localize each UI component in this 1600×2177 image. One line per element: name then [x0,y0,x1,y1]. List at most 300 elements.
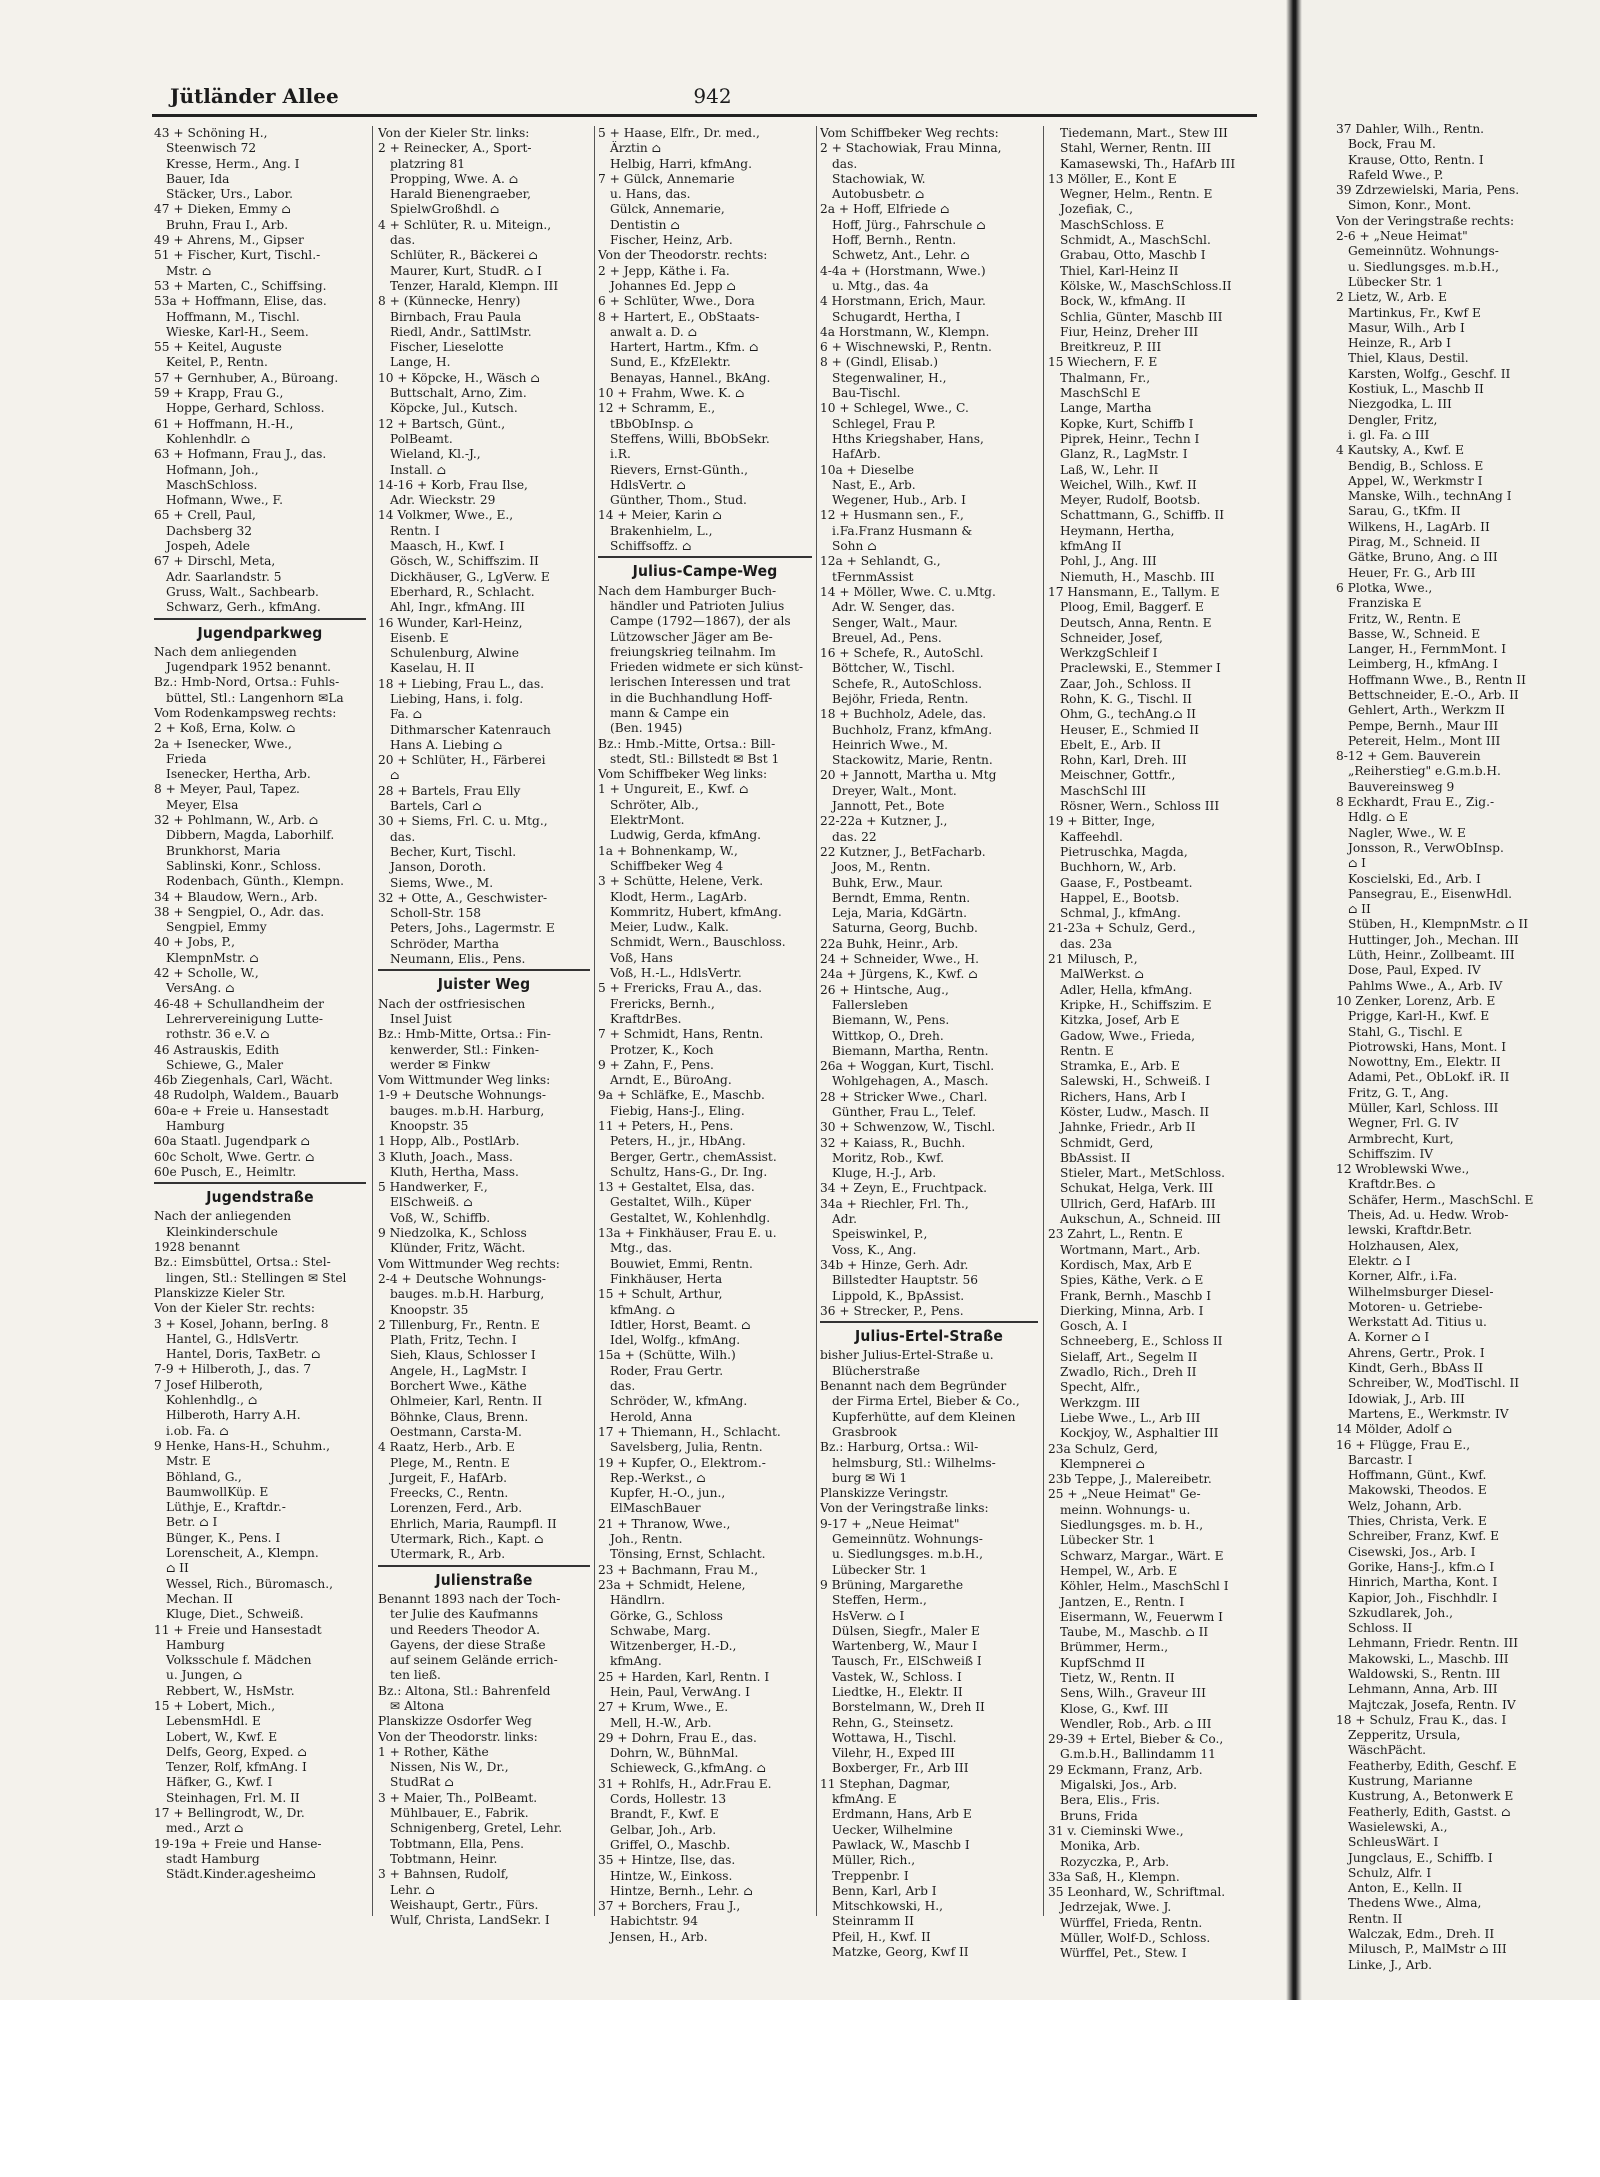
directory-line: Planskizze Kieler Str. [154,1285,286,1300]
directory-line: MaschSchl III [1060,783,1146,798]
directory-line: Jannott, Pet., Bote [832,799,945,814]
directory-line: Bock, W., kfmAng. II [1060,294,1186,309]
street-section-heading: Jugendstraße [206,1188,314,1207]
directory-line: Mell, H.-W., Arb. [610,1715,712,1730]
directory-line: Kupfer, H.-O., jun., [610,1486,726,1501]
directory-line: 3 + Maier, Th., PolBeamt. [378,1790,538,1805]
directory-line: Bz.: Altona, Stl.: Bahrenfeld [378,1683,551,1698]
directory-line: Martinkus, Fr., Kwf E [1348,305,1481,320]
directory-line: Becher, Kurt, Tischl. [390,844,517,859]
directory-line: Brandt, F., Kwf. E [610,1807,719,1822]
directory-line: Wortmann, Mart., Arb. [1060,1242,1201,1257]
directory-line: Hofmann, Wwe., F. [166,493,283,508]
directory-line: Milusch, P., MalMstr ⌂ III [1348,1942,1507,1957]
directory-line: MaschSchloss. [166,477,258,492]
directory-line: 22-22a + Kutzner, J., [820,814,948,829]
directory-line: Karsten, Wolfg., Geschf. II [1348,366,1511,381]
directory-line: 19 + Bitter, Inge, [1048,814,1156,829]
directory-line: ⌂ II [1348,902,1371,917]
section-rule [598,556,812,558]
directory-line: bauges. m.b.H. Harburg, [390,1287,545,1302]
directory-line: kfmAng II [1060,539,1122,554]
directory-line: „Reiherstieg" e.G.m.b.H. [1348,764,1501,779]
directory-line: 33a Saß, H., Klempn. [1048,1869,1180,1884]
directory-line: 60e Pusch, E., Heimltr. [154,1164,297,1179]
directory-line: 5 Handwerker, F., [378,1180,488,1195]
directory-line: Bünger, K., Pens. I [166,1530,281,1545]
directory-line: Jantzen, E., Rentn. I [1060,1594,1185,1609]
directory-line: Schwetz, Ant., Lehr. ⌂ [832,248,970,263]
directory-line: Freecks, C., Rentn. [390,1486,509,1501]
directory-line: Bz.: Harburg, Ortsa.: Wil- [820,1440,979,1455]
directory-line: Steffens, Willi, BbObSekr. [610,431,770,446]
directory-line: Lüth, Heinr., Zollbeamt. III [1348,948,1515,963]
directory-line: Benannt nach dem Begründer [820,1379,1007,1394]
directory-line: Nowottny, Em., Elektr. II [1348,1055,1501,1070]
directory-line: das. 23a [1060,936,1112,951]
directory-line: Franziska E [1348,596,1422,611]
directory-line: 3 + Schütte, Helene, Verk. [598,874,764,889]
directory-line: 55 + Keitel, Auguste [154,340,282,355]
directory-line: Heinze, R., Arb I [1348,336,1451,351]
directory-line: Tenzer, Harald, Klempn. III [390,278,559,293]
directory-line: 17 + Thiemann, H., Schlacht. [598,1424,781,1439]
directory-line: Knoopstr. 35 [390,1119,469,1133]
directory-line: Hinrich, Martha, Kont. I [1348,1575,1498,1590]
directory-line: Laß, W., Lehr. II [1060,462,1159,477]
directory-line: Wieske, Karl-H., Seem. [166,324,309,339]
directory-line: tFernmAssist [832,569,914,584]
directory-line: Autobusbetr. ⌂ [832,187,925,202]
directory-line: Schwarz, Gerh., kfmAng. [166,600,321,615]
directory-line: Pahlms Wwe., A., Arb. IV [1348,978,1503,993]
directory-line: das. [390,233,416,248]
directory-line: 23 + Bachmann, Frau M., [598,1562,759,1577]
directory-line: Bera, Elis., Fris. [1060,1793,1160,1808]
directory-line: Buchholz, Franz, kfmAng. [832,722,993,737]
directory-line: 2 + Jepp, Käthe i. Fa. [598,263,730,278]
directory-line: Deutsch, Anna, Rentn. E [1060,615,1212,630]
directory-line: 20 + Jannott, Martha u. Mtg [820,768,997,783]
directory-line: 18 + Liebing, Frau L., das. [378,676,544,691]
directory-line: 8 + (Gindl, Elisab.) [820,355,939,370]
directory-line: Dibbern, Magda, Laborhilf. [166,828,335,843]
directory-line: Tiedemann, Mart., Stew III [1060,126,1228,140]
directory-line: lingen, Stl.: Stellingen ✉ Stel [166,1270,347,1285]
directory-line: Siedlungsges. m. b. H., [1060,1518,1204,1533]
directory-line: büttel, Stl.: Langenhorn ✉La [166,690,344,705]
directory-line: Jedrzejak, Wwe. J. [1060,1900,1172,1915]
directory-line: 17 Hansmann, E., Tallym. E [1048,584,1220,599]
directory-line: Vastek, W., Schloss. I [832,1669,962,1684]
directory-line: Schreiber, W., ModTischl. II [1348,1376,1520,1391]
directory-line: Adami, Pet., ObLokf. iR. II [1348,1070,1510,1085]
directory-line: 23 Zahrt, L., Rentn. E [1048,1227,1183,1242]
directory-line: Vom Wittmunder Weg rechts: [378,1256,560,1271]
directory-line: Fiebig, Hans-J., Eling. [610,1103,745,1118]
directory-line: Dengler, Fritz, [1348,412,1438,427]
directory-line: meinn. Wohnungs- u. [1060,1502,1191,1517]
directory-line: Hantel, Doris, TaxBetr. ⌂ [166,1347,321,1362]
directory-line: 2-4 + Deutsche Wohnungs- [378,1271,546,1286]
directory-line: 10a + Dieselbe [820,462,914,477]
directory-line: Stahl, Werner, Rentn. III [1060,141,1212,156]
directory-line: SpielwGroßhdl. ⌂ [390,202,500,217]
directory-line: Barcastr. I [1348,1452,1413,1467]
directory-line: 60a Staatl. Jugendpark ⌂ [154,1134,310,1149]
directory-line: Vilehr, H., Exped III [832,1746,955,1761]
directory-line: Kluth, Hertha, Mass. [390,1164,519,1179]
directory-line: Weichel, Wilh., Kwf. II [1060,477,1197,492]
directory-line: Savelsberg, Julia, Rentn. [610,1440,763,1455]
directory-line: 2 + Reinecker, A., Sport- [378,141,532,156]
directory-line: 15 + Schult, Arthur, [598,1287,723,1302]
directory-line: Hintze, Bernh., Lehr. ⌂ [610,1883,753,1898]
directory-line: 7 + Schmidt, Hans, Rentn. [598,1027,764,1042]
directory-line: Stackowitz, Marie, Rentn. [832,753,993,768]
directory-line: Klose, G., Kwf. III [1060,1701,1169,1716]
directory-line: Günther, Thom., Stud. [610,493,747,508]
directory-line: Pohl, J., Ang. III [1060,554,1157,569]
directory-line: 13 + Gestaltet, Elsa, das. [598,1180,755,1195]
directory-line: Ploog, Emil, Baggerf. E [1060,600,1204,615]
directory-line: 26a + Woggan, Kurt, Tischl. [820,1059,995,1074]
directory-line: 20 + Schlüter, H., Färberei [378,753,546,768]
directory-line: 8 Eckhardt, Frau E., Zig.- [1336,795,1495,810]
directory-line: 25 + „Neue Heimat" Ge- [1048,1487,1201,1502]
directory-line: 59 + Krapp, Frau G., [154,386,284,401]
directory-line: Leimberg, H., kfmAng. I [1348,657,1498,672]
directory-line: 28 + Stricker Wwe., Charl. [820,1089,988,1104]
directory-line: Grasbrook [832,1424,897,1439]
directory-line: MaschSchloss. E [1060,217,1165,232]
directory-line: Grabau, Otto, Maschb I [1060,248,1206,263]
directory-line: 9 Niedzolka, K., Schloss [378,1226,527,1241]
directory-line: 8 + (Künnecke, Henry) [378,294,521,309]
directory-line: Aukschun, A., Schneid. III [1060,1212,1221,1227]
directory-line: Siems, Wwe., M. [390,875,494,890]
directory-line: Von der Veringstraße rechts: [1336,213,1515,228]
directory-line: 17 + Bellingrodt, W., Dr. [154,1806,305,1821]
directory-line: 67 + Dirschl, Meta, [154,554,276,569]
directory-line: Dohrn, W., BühnMal. [610,1746,739,1761]
directory-line: 6 Plotka, Wwe., [1336,580,1433,595]
directory-line: 35 Leonhard, W., Schriftmal. [1048,1885,1226,1900]
directory-line: in die Buchhandlung Hoff- [610,690,773,705]
directory-line: Korner, Alfr., i.Fa. [1348,1269,1458,1284]
directory-line: Arndt, E., BüroAng. [610,1073,732,1088]
directory-line: 7 Josef Hilberoth, [154,1377,263,1392]
directory-line: ✉ Altona [390,1698,445,1713]
directory-line: Hoff, Bernh., Rentn. [832,233,957,248]
directory-line: Fritz, G. T., Ang. [1348,1085,1449,1100]
directory-line: freiungskrieg teilnahm. Im [610,644,776,659]
directory-line: Köhler, Helm., MaschSchl I [1060,1579,1229,1594]
directory-line: Schultz, Hans-G., Dr. Ing. [610,1164,768,1179]
section-rule [154,1182,366,1184]
directory-line: ter Julie des Kaufmanns [390,1607,539,1622]
directory-line: kfmAng. ⌂ [610,1302,675,1317]
directory-line: 1 Hopp, Alb., PostlArb. [378,1134,520,1149]
directory-line: Rösner, Wern., Schloss III [1060,799,1220,814]
directory-line: 28 + Bartels, Frau Elly [378,783,521,798]
directory-line: Sengpiel, Emmy [166,920,267,935]
directory-line: Prigge, Karl-H., Kwf. E [1348,1009,1490,1024]
directory-line: Böhnke, Claus, Brenn. [390,1409,529,1424]
directory-line: das. [832,156,858,171]
directory-line: Peters, Johs., Lagermstr. E [390,921,555,936]
directory-line: Bruhn, Frau I., Arb. [166,217,289,232]
directory-line: Buchhorn, W., Arb. [1060,860,1177,875]
directory-line: Boxberger, Fr., Arb III [832,1761,969,1776]
directory-line: Hans A. Liebing ⌂ [390,737,503,752]
directory-line: KraftdrBes. [610,1011,682,1026]
street-heading: Jütländer Allee [170,84,339,108]
directory-line: Eisermann, W., Feuerwm I [1060,1609,1223,1624]
directory-line: Vom Wittmunder Weg links: [378,1073,551,1088]
directory-line: 63 + Hofmann, Frau J., das. [154,447,327,462]
directory-line: Idel, Wolfg., kfmAng. [610,1333,741,1348]
directory-line: 23a + Schmidt, Helene, [598,1577,746,1592]
directory-line: 9 + Zahn, F., Pens. [598,1057,714,1072]
directory-line: 7-9 + Hilberoth, J., das. 7 [154,1362,312,1377]
directory-line: 23a Schulz, Gerd, [1048,1441,1159,1456]
directory-line: Müller, Rich., [832,1853,916,1868]
directory-line: Von der Kieler Str. rechts: [154,1301,315,1316]
directory-line: MalWerkst. ⌂ [1060,967,1144,982]
directory-line: Motoren- u. Getriebe- [1348,1299,1483,1314]
directory-line: Wasielewski, A., [1348,1819,1448,1834]
directory-line: Kripke, H., Schiffszim. E [1060,997,1212,1012]
directory-line: Thies, Christa, Verk. E [1348,1514,1487,1529]
directory-line: 9 Henke, Hans-H., Schuhm., [154,1438,331,1453]
directory-line: Jensen, H., Arb. [610,1929,708,1944]
directory-line: 7 + Gülck, Annemarie [598,171,735,186]
directory-line: 14 + Möller, Wwe. C. u.Mtg. [820,584,996,599]
directory-line: Schloss. II [1348,1621,1413,1636]
directory-line: stadt Hamburg [166,1851,260,1866]
directory-line: 35 + Hintze, Ilse, das. [598,1853,736,1868]
directory-column-1 [154,126,366,1976]
directory-line: 27 + Krum, Wwe., E. [598,1700,729,1715]
directory-line: 46b Ziegenhals, Carl, Wächt. [154,1073,333,1088]
directory-line: Gestaltet, W., Kohlenhdlg. [610,1210,771,1225]
directory-line: Monika, Arb. [1060,1839,1141,1854]
directory-line: Ludwig, Gerda, kfmAng. [610,828,761,843]
directory-line: Featherby, Edith, Geschf. E [1348,1758,1517,1773]
directory-line: Volksschule f. Mädchen [166,1653,312,1668]
directory-line: Schiffszim. IV [1348,1146,1434,1161]
directory-line: 3 + Bahnsen, Rudolf, [378,1867,509,1882]
directory-line: Fiur, Heinz, Dreher III [1060,324,1199,339]
directory-line: Insel Juist [390,1011,452,1026]
directory-line: Lange, Martha [1060,401,1152,416]
directory-line: 15 Wiechern, F. E [1048,355,1158,370]
directory-line: 14-16 + Korb, Frau Ilse, [378,477,528,492]
directory-line: Schröter, Alb., [610,797,699,812]
directory-line: 2 Lietz, W., Arb. E [1336,290,1447,305]
directory-line: Wilkens, H., LagArb. II [1348,519,1490,534]
directory-line: werder ✉ Finkw [390,1057,491,1072]
directory-line: Schiffsoffz. ⌂ [610,539,692,554]
directory-line: Schefe, R., AutoSchloss. [832,676,983,691]
directory-line: 11 + Peters, H., Pens. [598,1119,734,1133]
directory-line: Kamasewski, Th., HafArb III [1060,156,1236,171]
directory-line: 19-19a + Freie und Hanse- [154,1836,322,1851]
directory-line: Happel, E., Bootsb. [1060,890,1180,905]
directory-line: Rafeld Wwe., P. [1348,167,1444,182]
directory-line: Schwabe, Marg. [610,1623,711,1638]
directory-line: Campe (1792—1867), der als [610,614,791,629]
directory-line: Biemann, W., Pens. [832,1013,950,1028]
directory-line: Jozefiak, C., [1060,202,1134,217]
directory-line: Frank, Bernh., Maschb I [1060,1288,1212,1303]
directory-line: Scholl-Str. 158 [390,906,482,921]
directory-line: 48 Rudolph, Waldem., Bauarb [154,1088,339,1103]
directory-line: Gaase, F., Postbeamt. [1060,875,1193,890]
directory-line: Klempnerei ⌂ [1060,1456,1145,1471]
directory-line: u. Jungen, ⌂ [166,1668,243,1683]
directory-line: Helbig, Harri, kfmAng. [610,156,752,171]
directory-line: Bau-Tischl. [832,386,901,401]
directory-line: Schugardt, Hertha, I [832,309,961,324]
directory-line: Majtczak, Josefa, Rentn. IV [1348,1697,1516,1712]
directory-line: 1928 benannt [154,1240,240,1255]
directory-line: Makowski, Theodos. E [1348,1483,1487,1498]
directory-line: Jahnke, Friedr., Arb II [1060,1120,1196,1135]
directory-line: HafArb. [832,447,881,462]
directory-line: u. Siedlungsges. m.b.H., [832,1547,984,1562]
directory-line: 6 + Schlüter, Wwe., Dora [598,294,755,309]
directory-line: Wegner, Frl. G. IV [1348,1116,1459,1131]
directory-line: Griffel, O., Maschb. [610,1837,731,1852]
directory-line: 29-39 + Ertel, Bieber & Co., [1048,1732,1224,1747]
directory-line: Knoopstr. 35 [390,1302,469,1317]
directory-line: Schmidt, A., MaschSchl. [1060,233,1211,248]
directory-line: Lehrervereinigung Lutte- [166,1011,324,1026]
directory-line: BaumwollKüp. E [166,1484,269,1499]
directory-line: Hoff, Jürg., Fahrschule ⌂ [832,217,986,232]
directory-line: Wendler, Rob., Arb. ⌂ III [1060,1716,1212,1731]
directory-line: Rodenbach, Günth., Klempn. [166,874,344,889]
directory-line: 40 + Jobs, P., [154,935,235,950]
directory-line: Gemeinnütz. Wohnungs- [1348,244,1499,259]
directory-line: Gülck, Annemarie, [610,202,725,217]
directory-line: Masur, Wilh., Arb I [1348,320,1465,335]
directory-line: Lehr. ⌂ [390,1882,435,1897]
directory-line: Gayens, der diese Straße [390,1637,546,1652]
directory-line: Migalski, Jos., Arb. [1060,1778,1178,1793]
directory-line: Kapior, Joh., Fischhdlr. I [1348,1590,1498,1605]
directory-line: 13a + Finkhäuser, Frau E. u. [598,1226,777,1241]
directory-line: Biemann, Martha, Rentn. [832,1043,989,1058]
directory-line: Install. ⌂ [390,462,446,477]
directory-line: Specht, Alfr., [1060,1380,1141,1395]
directory-line: 19 + Kupfer, O., Elektrom.- [598,1455,766,1470]
directory-line: Birnbach, Frau Paula [390,309,522,324]
directory-line: Utermark, R., Arb. [390,1547,506,1562]
directory-line: Thiel, Klaus, Destil. [1348,351,1469,366]
directory-line: Tietz, W., Rentn. II [1060,1670,1175,1685]
directory-line: Habichtstr. 94 [610,1914,699,1929]
directory-line: Kindt, Gerh., BbAss II [1348,1361,1484,1376]
directory-line: Gehlert, Arth., Werkzm II [1348,703,1505,718]
directory-line: Böttcher, W., Tischl. [832,661,955,676]
directory-line: das. [610,1379,636,1394]
directory-line: Dachsberg 32 [166,523,252,538]
directory-line: Pansegrau, E., EisenwHdl. [1348,886,1512,901]
directory-line: Gruss, Walt., Sachbearb. [166,584,319,599]
directory-line: 31 + Rohlfs, H., Adr.Frau E. [598,1776,772,1791]
directory-line: Dithmarscher Katenrauch [390,722,551,737]
directory-line: ElMaschBauer [610,1501,701,1516]
directory-line: Kustrung, A., Betonwerk E [1348,1789,1514,1804]
directory-line: Nach dem Hamburger Buch- [598,583,777,598]
directory-line: Brunkhorst, Maria [166,843,281,858]
directory-line: Heuer, Fr. G., Arb III [1348,565,1476,580]
directory-line: Glanz, R., LagMstr. I [1060,447,1188,462]
directory-line: Kaselau, H. II [390,661,475,676]
directory-line: SchleusWärt. I [1348,1835,1439,1850]
directory-line: Kordisch, Max, Arb E [1060,1257,1192,1272]
directory-line: Breitkreuz, P. III [1060,340,1162,355]
directory-column-2 [378,126,590,1976]
directory-line: Hempel, W., Arb. E [1060,1563,1178,1578]
directory-line: Schmal, J., kfmAng. [1060,906,1181,921]
directory-line: Bejöhr, Frieda, Rentn. [832,691,969,706]
directory-line: Stramka, E., Arb. E [1060,1059,1180,1074]
directory-line: Neumann, Elis., Pens. [390,952,526,967]
directory-line: 42 + Scholle, W., [154,966,259,981]
directory-line: 16 Wunder, Karl-Heinz, [378,615,523,630]
directory-line: Gelbar, Joh., Arb. [610,1822,717,1837]
directory-line: kfmAng. E [832,1792,897,1807]
directory-line: Stäcker, Urs., Labor. [166,187,294,202]
directory-line: Städt.Kinder.agesheim⌂ [166,1867,316,1882]
directory-line: Kraftdr.Bes. ⌂ [1348,1177,1436,1192]
directory-line: Borstelmann, W., Dreh II [832,1700,985,1715]
directory-line: platzring 81 [390,156,466,171]
directory-line: Eberhard, R., Schlacht. [390,584,535,599]
directory-line: Bz.: Eimsbüttel, Ortsa.: Stel- [154,1255,331,1270]
directory-line: 26 + Hintsche, Aug., [820,982,949,997]
directory-line: Jospeh, Adele [166,539,251,554]
directory-line: Benayas, Hannel., BkAng. [610,370,771,385]
directory-line: Simon, Konr., Mont. [1348,198,1472,213]
directory-line: 21-23a + Schulz, Gerd., [1048,921,1196,936]
directory-line: Steenwisch 72 [166,141,257,156]
section-rule [378,969,590,971]
directory-line: Steinramm II [832,1914,914,1929]
directory-line: 43 + Schöning H., [154,126,268,140]
directory-line: Blücherstraße [832,1363,921,1378]
directory-line: 1 + Ungureit, E., Kwf. ⌂ [598,782,749,797]
directory-line: Gestaltet, Wilh., Küper [610,1195,752,1210]
directory-line: Utermark, Rich., Kapt. ⌂ [390,1532,544,1547]
directory-line: Harald Bienengraeber, [390,187,532,202]
directory-line: und Reeders Theodor A. [390,1622,540,1637]
directory-line: 37 Dahler, Wilh., Rentn. [1336,122,1485,136]
directory-line: 2a + Isenecker, Wwe., [154,736,292,751]
directory-line: Eisenb. E [390,630,449,645]
directory-line: Nast, E., Arb. [832,477,916,492]
directory-line: ⌂ [390,768,400,783]
directory-line: 11 + Freie und Hansestadt [154,1622,322,1637]
directory-line: Rohn, Karl, Dreh. III [1060,753,1187,768]
directory-line: 47 + Dieken, Emmy ⌂ [154,202,291,217]
directory-line: Weishaupt, Gertr., Fürs. [390,1897,539,1912]
directory-line: 12 + Bartsch, Günt., [378,416,506,431]
